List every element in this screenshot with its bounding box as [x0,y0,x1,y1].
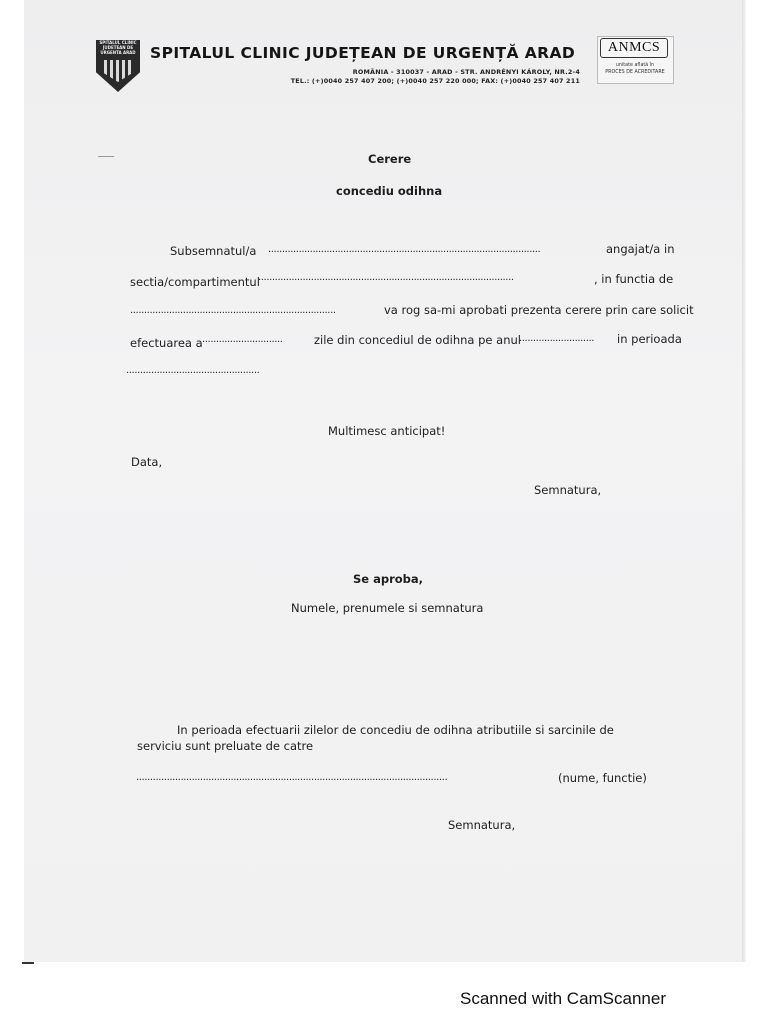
employee-role-label: angajat/a in [606,242,675,256]
camscanner-watermark: Scanned with CamScanner [460,989,667,1008]
period-label: in perioada [617,332,682,346]
position-field[interactable]: .......................................................................... [130,305,336,316]
employee-name-field[interactable]: .................................................................................................. [268,244,541,255]
department-field[interactable]: ............................................................................................ [258,272,514,283]
scanned-page [24,0,746,962]
period-field[interactable]: ................................................ [126,365,260,376]
approval-subheading: Numele, prenumele si semnatura [291,601,484,615]
accreditation-line-1: unitate aflată în [615,63,655,68]
replacement-name-field[interactable]: ................................................................................................................ [136,772,448,783]
accreditation-line-2: PROCES DE ACREDITARE [605,70,665,75]
applicant-signature-label: Semnatura, [534,483,602,497]
date-label: Data, [131,455,163,469]
hospital-name: SPITALUL CLINIC JUDEȚEAN DE URGENȚĂ ARAD [150,44,576,62]
days-label: efectuarea a [130,336,203,350]
days-field[interactable]: ............................. [202,334,283,345]
replacement-signature-label: Semnatura, [448,818,516,832]
position-label: , in functia de [594,272,674,286]
year-field[interactable]: ........................... [519,333,595,344]
form-subtitle: concediu odihna [336,184,443,198]
hospital-address: ROMÂNIA - 310037 - ARAD - STR. ANDRÉNYI KÁROLY, NR.2-4 [352,68,580,76]
year-label: zile din concediul de odihna pe anul [314,333,521,347]
approval-heading: Se aproba, [353,572,424,586]
replacement-text-line-1: In perioada efectuarii zilelor de concediu de odihna atributiile si sarcinile de [177,723,614,737]
anmcs-logo: ANMCS [600,38,668,58]
scan-edge-mark [22,962,34,964]
page-edge-shadow [742,0,746,962]
employee-name-label: Subsemnatul/a [170,244,257,258]
department-label: sectia/compartimentul [130,275,260,289]
crest-text: SPITALUL CLINIC JUDETEAN DE URGENTA ARAD [99,40,137,55]
margin-dash [98,156,114,157]
request-text: va rog sa-mi aprobati prezenta cerere prin care solicit [384,303,694,317]
replacement-hint: (nume, functie) [558,771,647,785]
replacement-text-line-2: serviciu sunt preluate de catre [137,739,314,753]
form-title: Cerere [368,152,412,166]
thanks-text: Multimesc anticipat! [328,424,446,438]
hospital-phones: TEL.: (+)0040 257 407 200; (+)0040 257 220 000; FAX: (+)0040 257 407 211 [290,77,580,85]
